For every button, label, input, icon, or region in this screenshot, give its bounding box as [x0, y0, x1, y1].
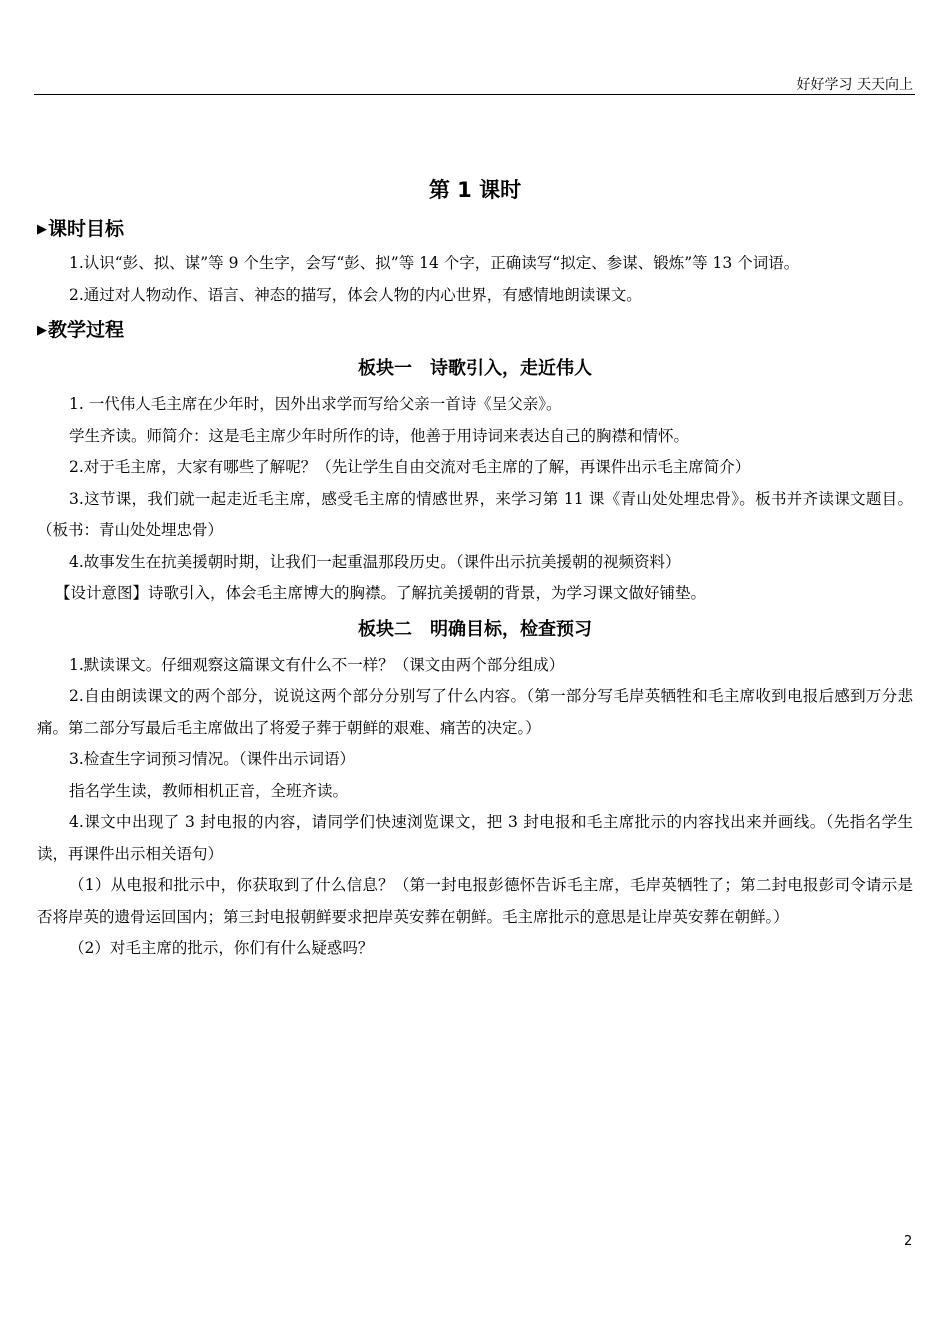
block2-paragraph: 1.默读课文。仔细观察这篇课文有什么不一样？（课文由两个部分组成） — [69, 655, 565, 674]
page-number: 2 — [904, 1234, 913, 1249]
page-content — [37, 170, 913, 965]
block2-title: 板块二 明确目标，检查预习 — [358, 618, 592, 640]
triangle-marker-icon: ▶ — [37, 222, 47, 237]
header-text: 好好学习 天天向上 — [796, 77, 913, 93]
block1-paragraph: 1. 一代伟人毛主席在少年时，因外出求学而写给父亲一首诗《呈父亲》。 — [69, 395, 562, 413]
section-goals — [37, 210, 913, 248]
section-goals-label: 课时目标 — [48, 218, 125, 240]
section-process — [37, 311, 913, 349]
block2-subitem: （2）对毛主席的批示，你们有什么疑惑吗？ — [69, 939, 374, 957]
block2-paragraph: 4.课文中出现了 3 封电报的内容，请同学们快速浏览课文，把 3 封电报和毛主席批示的内容找出来并画线。（先指名学生读，再课件出示相关语句） — [37, 813, 913, 863]
design-intent: 【设计意图】诗歌引入，体会毛主席博大的胸襟。了解抗美援朝的背景，为学习课文做好铺垫。 — [55, 584, 707, 602]
block1-paragraph: 学生齐读。师简介：这是毛主席少年时所作的诗，他善于用诗词来表达自己的胸襟和情怀。 — [69, 426, 690, 445]
page-header — [34, 72, 915, 95]
block1-title: 板块一 诗歌引入，走近伟人 — [358, 358, 592, 379]
block1-paragraph: 4.故事发生在抗美援朝时期，让我们一起重温那段历史。（课件出示抗美援朝的视频资料） — [69, 552, 681, 571]
block2-paragraph: 指名学生读，教师相机正音，全班齐读。 — [69, 781, 349, 800]
block1-paragraph: 2.对于毛主席，大家有哪些了解呢？（先让学生自由交流对毛主席的了解，再课件出示毛主席简介） — [69, 458, 751, 476]
goal-item: 2.通过对人物动作、语言、神态的描写，体会人物的内心世界，有感情地朗读课文。 — [69, 285, 642, 304]
block1-paragraph: 3.这节课，我们就一起走近毛主席，感受毛主席的情感世界，来学习第 11 课《青山处处埋忠骨》。板书并齐读课文题目。（板书：青山处处埋忠骨） — [37, 489, 913, 539]
page-title: 第 1 课时 — [428, 178, 522, 202]
block2-subitem: （1）从电报和批示中，你获取到了什么信息？（第一封电报彭德怀告诉毛主席，毛岸英牺牲了；第二封电报彭司令请示是否将岸英的遗骨运回国内；第三封电报朝鲜要求把岸英安葬在朝鲜。毛主席批示的意思是让岸英安葬在朝鲜。） — [37, 876, 913, 926]
section-process-label: 教学过程 — [48, 319, 125, 341]
triangle-marker-icon: ▶ — [37, 323, 47, 338]
block2-paragraph: 2.自由朗读课文的两个部分，说说这两个部分分别写了什么内容。（第一部分写毛岸英牺牲和毛主席收到电报后感到万分悲痛。第二部分写最后毛主席做出了将爱子葬于朝鲜的艰难、痛苦的决定。） — [37, 687, 913, 737]
goal-item: 1.认识“彭、拟、谋”等 9 个生字，会写“彭、拟”等 14 个字，正确读写“拟定、参谋、锻炼”等 13 个词语。 — [69, 254, 800, 272]
block2-paragraph: 3.检查生字词预习情况。（课件出示词语） — [69, 750, 356, 768]
